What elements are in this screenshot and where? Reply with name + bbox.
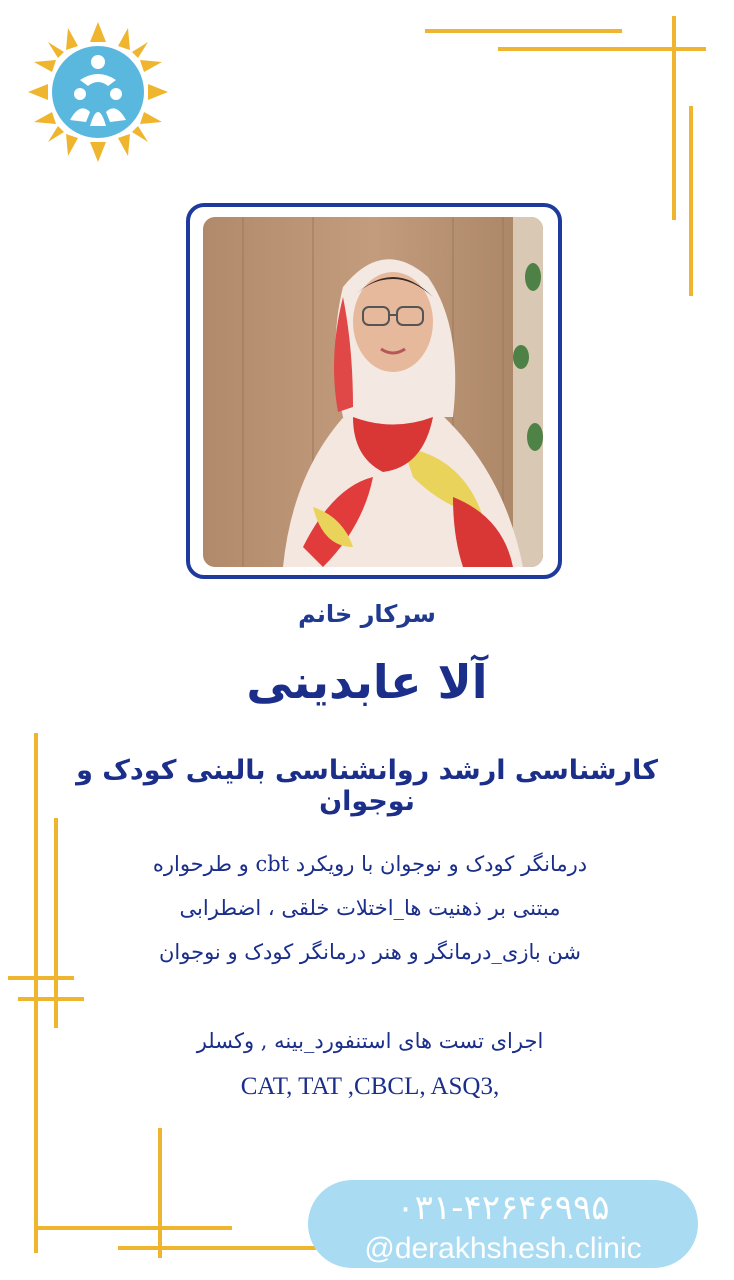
description-line-1: درمانگر کودک و نوجوان با رویکرد cbt و طرحواره xyxy=(152,852,588,876)
gold-line-bottom-2 xyxy=(118,1246,316,1250)
tests-block xyxy=(90,1018,650,1110)
gold-line-top-1 xyxy=(425,29,622,33)
gold-line-vert-1 xyxy=(672,16,676,220)
tests-line-1: اجرای تست های استنفورد_بینه , وکسلر xyxy=(196,1029,544,1053)
description-block xyxy=(90,842,650,974)
gold-line-left-horiz-1 xyxy=(8,976,74,980)
specialty-text: کارشناسی ارشد روانشناسی بالینی کودک و نوجوان xyxy=(76,755,658,817)
gold-line-vert-2 xyxy=(689,106,693,296)
description-line-2: مبتنی بر ذهنیت ها_اختلات خلقی ، اضطرابی xyxy=(179,896,561,920)
phone-number[interactable]: ۰۳۱-۴۲۶۴۶۹۹۵ xyxy=(396,1188,610,1228)
description-line-3: شن بازی_درمانگر و هنر درمانگر کودک و نوجوان xyxy=(158,940,582,964)
name-heading: آلا عابدینی xyxy=(246,655,488,709)
tests-line-2: CAT, TAT ,CBCL, ASQ3, xyxy=(240,1073,500,1100)
instagram-handle[interactable]: @derakhshesh.clinic xyxy=(364,1232,642,1265)
gold-line-bottom-1 xyxy=(34,1226,232,1230)
honorific-text: سرکار خانم xyxy=(298,600,436,628)
sun-family-logo-icon xyxy=(28,22,168,162)
gold-line-left-vert-1 xyxy=(34,733,38,1253)
profile-photo xyxy=(203,217,543,567)
gold-line-bottom-vert xyxy=(158,1128,162,1258)
gold-line-left-horiz-2 xyxy=(18,997,84,1001)
